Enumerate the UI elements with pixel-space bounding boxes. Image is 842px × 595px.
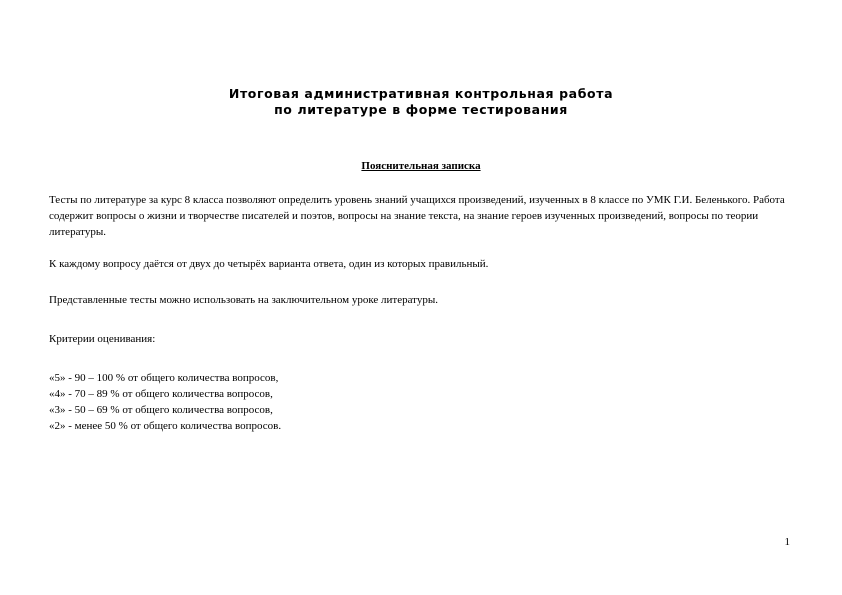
document-title-line-1: Итоговая административная контрольная работа [228, 86, 614, 101]
page-number: 1 [784, 536, 790, 548]
criteria-item: «4» - 70 – 89 % от общего количества вопросов, [49, 388, 273, 400]
intro-paragraph: Тесты по литературе за курс 8 класса позволяют определить уровень знаний учащихся произведений, изученных в 8 классе по УМК Г.И. Беленького. Работа содержит вопросы о жизни и творчестве писателей и поэтов, вопросы на знание текста, на знание героев изученных произведений, вопросы по теории литературы. [49, 194, 785, 238]
section-heading: Пояснительная записка [361, 160, 481, 172]
criteria-item: «5» - 90 – 100 % от общего количества вопросов, [49, 372, 279, 384]
document-title-line-2: по литературе в форме тестирования [274, 102, 568, 117]
criteria-item: «3» - 50 – 69 % от общего количества вопросов, [49, 404, 273, 416]
criteria-heading: Критерии оценивания: [49, 333, 156, 345]
criteria-item: «2» - менее 50 % от общего количества вопросов. [49, 420, 282, 432]
usage-paragraph: Представленные тесты можно использовать на заключительном уроке литературы. [49, 294, 438, 306]
grading-criteria-list [49, 370, 649, 434]
answer-options-paragraph: К каждому вопросу даётся от двух до четырёх варианта ответа, один из которых правильный. [49, 258, 489, 270]
